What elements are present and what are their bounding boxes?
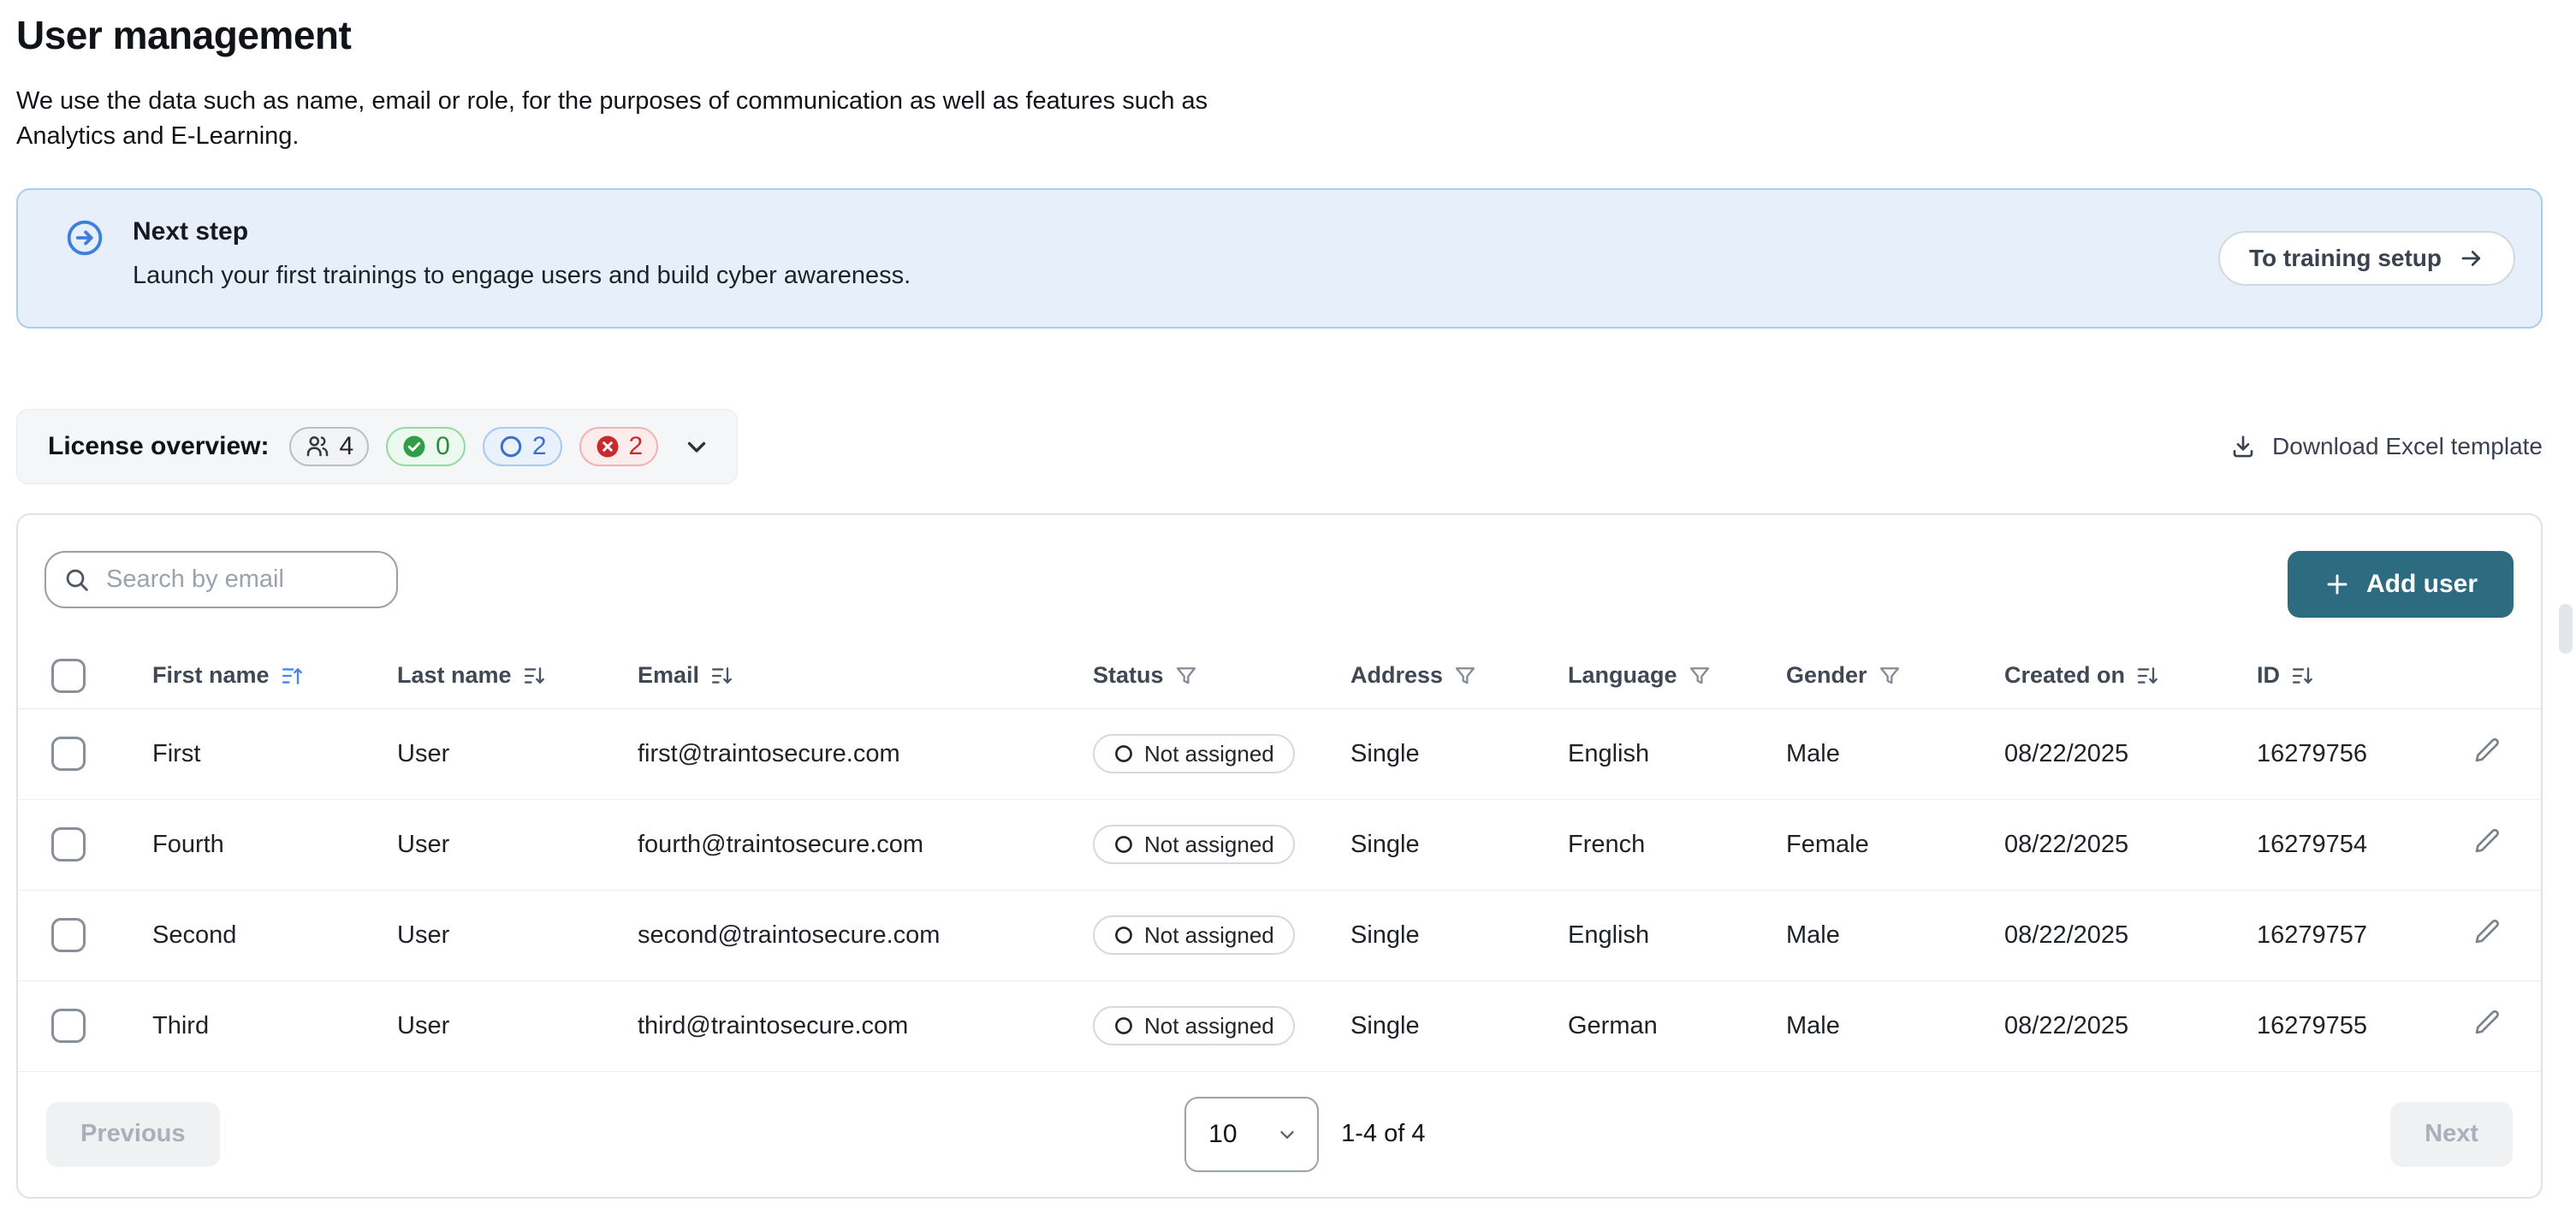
next-step-title: Next step (133, 217, 249, 246)
to-training-setup-label: To training setup (2248, 245, 2442, 271)
status-badge (1093, 915, 1295, 955)
status-badge (1093, 734, 1295, 773)
table-toolbar (18, 515, 2541, 643)
sort-icon[interactable] (522, 664, 546, 688)
page-subtitle (16, 84, 2543, 154)
edit-user-button[interactable] (2473, 1009, 2501, 1039)
cell-created-on: 08/22/2025 (2004, 890, 2257, 980)
status-badge (1093, 1006, 1295, 1045)
previous-page-button[interactable]: Previous (46, 1102, 220, 1167)
table-footer (18, 1072, 2541, 1197)
column-header-gender[interactable] (1786, 643, 2004, 708)
filter-icon[interactable] (1878, 664, 1902, 688)
edit-user-button[interactable] (2473, 737, 2501, 767)
cell-gender: Male (1786, 890, 2004, 980)
cell-last-name: User (397, 799, 638, 890)
cell-created-on: 08/22/2025 (2004, 980, 2257, 1071)
filter-icon[interactable] (1688, 664, 1712, 688)
circle-outline-icon (1113, 1016, 1134, 1036)
chevron-down-icon (1276, 1123, 1298, 1146)
license-badge-total-value: 4 (339, 432, 354, 460)
status-label: Not assigned (1144, 1012, 1274, 1039)
circle-outline-icon (1113, 743, 1134, 764)
status-badge (1093, 825, 1295, 864)
column-label-status: Status (1093, 662, 1164, 689)
table-row (18, 890, 2541, 980)
cell-language: English (1568, 890, 1786, 980)
column-label-email: Email (638, 662, 700, 689)
license-badge-assigned-value: 0 (436, 432, 450, 460)
column-header-last-name[interactable] (397, 643, 638, 708)
download-excel-template-button[interactable] (2229, 433, 2543, 460)
arrow-right-icon (2459, 246, 2484, 271)
page-subtitle-line1: We use the data such as name, email or role, for the purposes of communication as well as features such as (16, 87, 1208, 115)
cell-gender: Male (1786, 708, 2004, 799)
column-label-created-on: Created on (2004, 662, 2126, 689)
cell-id: 16279754 (2257, 799, 2473, 890)
cell-address: Single (1350, 890, 1568, 980)
column-label-first-name: First name (152, 662, 270, 689)
license-expand-button[interactable] (682, 432, 711, 461)
next-step-text (133, 217, 911, 290)
column-label-id: ID (2257, 662, 2280, 689)
circle-outline-icon (1113, 834, 1134, 855)
cell-last-name: User (397, 890, 638, 980)
column-label-address: Address (1350, 662, 1444, 689)
cell-language: French (1568, 799, 1786, 890)
cell-id: 16279757 (2257, 890, 2473, 980)
column-header-first-name[interactable] (152, 643, 397, 708)
column-label-gender: Gender (1786, 662, 1867, 689)
pencil-icon (2473, 1009, 2501, 1036)
column-header-address[interactable] (1350, 643, 1568, 708)
column-header-created-on[interactable] (2004, 643, 2257, 708)
cell-created-on: 08/22/2025 (2004, 708, 2257, 799)
license-badge-unlicensed (579, 427, 659, 466)
column-header-email[interactable] (638, 643, 1093, 708)
row-checkbox[interactable] (51, 827, 86, 862)
search-input[interactable] (104, 565, 379, 595)
circle-outline-icon (498, 434, 524, 459)
check-circle-icon (401, 434, 427, 459)
table-row (18, 708, 2541, 799)
circle-outline-icon (1113, 925, 1134, 945)
scrollbar[interactable] (2559, 604, 2573, 654)
cell-language: English (1568, 708, 1786, 799)
status-label: Not assigned (1144, 831, 1274, 857)
users-icon (305, 434, 330, 459)
column-header-id[interactable] (2257, 643, 2473, 708)
sort-icon[interactable] (2290, 664, 2314, 688)
select-all-checkbox[interactable] (51, 659, 86, 693)
table-row (18, 799, 2541, 890)
filter-icon[interactable] (1174, 664, 1198, 688)
license-overview (16, 409, 738, 484)
column-label-language: Language (1568, 662, 1677, 689)
page-size-select[interactable] (1184, 1097, 1319, 1172)
sort-icon[interactable] (709, 664, 733, 688)
page-subtitle-line2: Analytics and E-Learning. (16, 122, 300, 150)
cell-address: Single (1350, 708, 1568, 799)
cell-first-name: Third (152, 980, 397, 1071)
search-icon (63, 566, 91, 594)
cell-id: 16279756 (2257, 708, 2473, 799)
download-excel-template-label: Download Excel template (2272, 433, 2543, 459)
plus-icon (2324, 571, 2351, 598)
users-table (18, 643, 2541, 1072)
cell-last-name: User (397, 708, 638, 799)
to-training-setup-button[interactable] (2218, 231, 2515, 286)
chevron-down-icon (682, 432, 711, 461)
row-checkbox[interactable] (51, 918, 86, 952)
cell-language: German (1568, 980, 1786, 1071)
edit-user-button[interactable] (2473, 918, 2501, 948)
license-badge-unlicensed-value: 2 (628, 432, 644, 460)
cell-gender: Male (1786, 980, 2004, 1071)
cell-email: fourth@traintosecure.com (638, 799, 1093, 890)
page-title: User management (16, 13, 352, 57)
x-circle-icon (595, 434, 620, 459)
cell-address: Single (1350, 980, 1568, 1071)
pencil-icon (2473, 827, 2501, 855)
pencil-icon (2473, 918, 2501, 945)
cell-email: second@traintosecure.com (638, 890, 1093, 980)
arrow-circle-right-icon (66, 219, 104, 257)
status-label: Not assigned (1144, 740, 1274, 767)
license-badge-assigned (386, 427, 466, 466)
status-label: Not assigned (1144, 921, 1274, 948)
cell-email: third@traintosecure.com (638, 980, 1093, 1071)
cell-first-name: First (152, 708, 397, 799)
table-header-row (18, 643, 2541, 708)
cell-email: first@traintosecure.com (638, 708, 1093, 799)
next-page-button[interactable]: Next (2390, 1102, 2513, 1167)
row-checkbox[interactable] (51, 737, 86, 771)
cell-gender: Female (1786, 799, 2004, 890)
users-table-card (16, 513, 2543, 1199)
cell-id: 16279755 (2257, 980, 2473, 1071)
download-icon (2229, 433, 2257, 460)
next-step-banner (16, 188, 2543, 329)
next-step-description: Launch your first trainings to engage users and build cyber awareness. (133, 262, 911, 289)
edit-user-button[interactable] (2473, 827, 2501, 857)
cell-created-on: 08/22/2025 (2004, 799, 2257, 890)
add-user-button[interactable] (2288, 551, 2514, 618)
license-badge-in-progress (483, 427, 562, 466)
filter-icon[interactable] (1453, 664, 1477, 688)
cell-first-name: Fourth (152, 799, 397, 890)
pencil-icon (2473, 737, 2501, 764)
column-label-last-name: Last name (397, 662, 512, 689)
table-row (18, 980, 2541, 1071)
cell-last-name: User (397, 980, 638, 1071)
column-header-status[interactable] (1093, 643, 1350, 708)
column-header-language[interactable] (1568, 643, 1786, 708)
license-badge-in-progress-value: 2 (531, 432, 547, 460)
pagination-range: 1-4 of 4 (1341, 1120, 1426, 1147)
sort-icon[interactable] (2135, 664, 2159, 688)
license-badge-total (289, 427, 369, 466)
page-size-value: 10 (1208, 1119, 1238, 1148)
search-field (45, 551, 398, 608)
row-checkbox[interactable] (51, 1009, 86, 1043)
cell-first-name: Second (152, 890, 397, 980)
sort-asc-active-icon[interactable] (280, 664, 304, 688)
cell-address: Single (1350, 799, 1568, 890)
license-overview-label: License overview: (48, 432, 270, 460)
license-row (16, 409, 2543, 484)
pagination-center (220, 1097, 2391, 1172)
add-user-label: Add user (2365, 570, 2478, 598)
